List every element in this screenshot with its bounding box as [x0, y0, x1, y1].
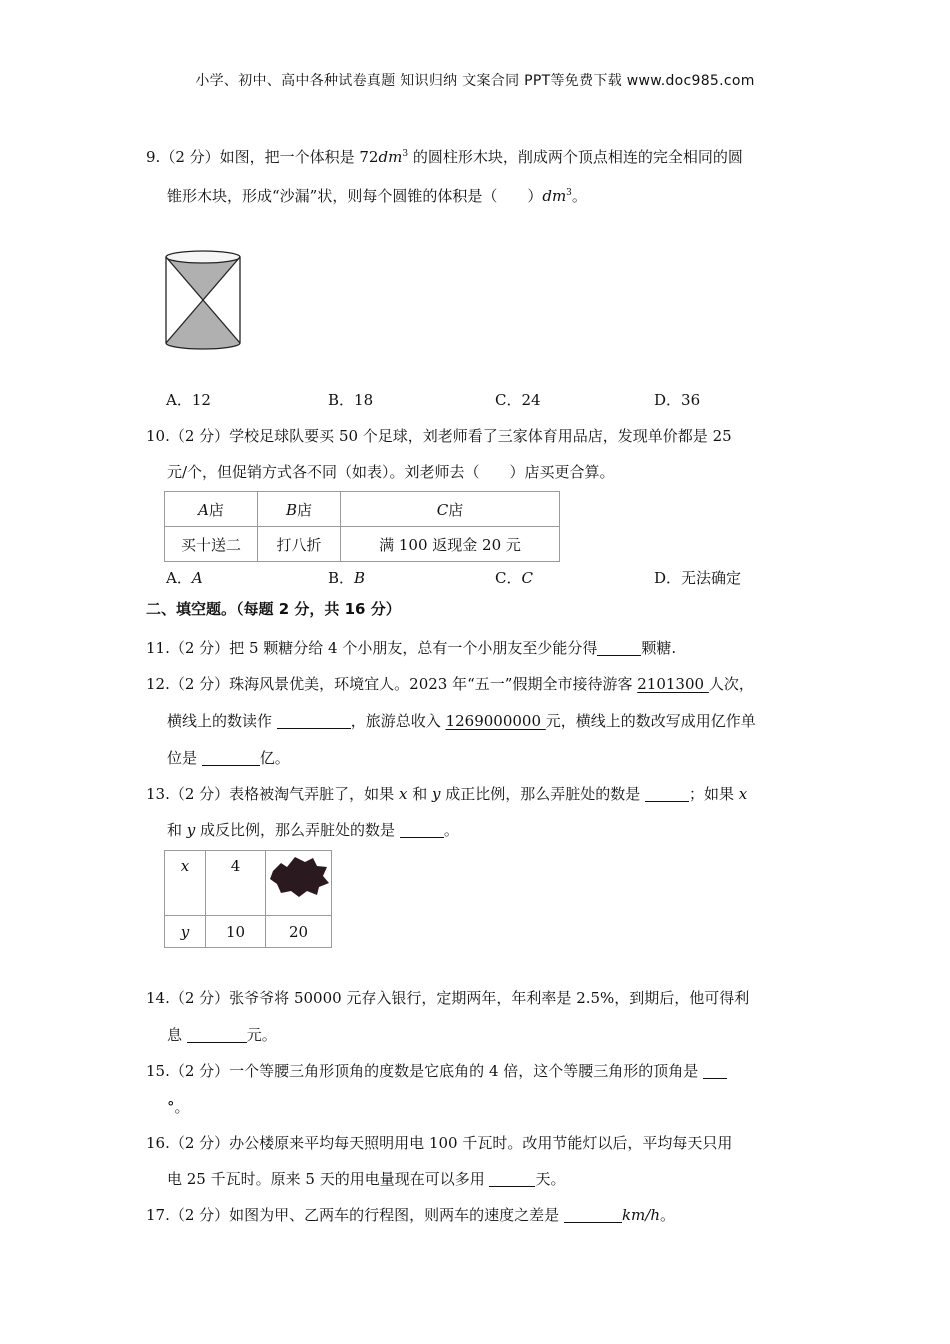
q10-text-a: （2 分）学校足球队要买 50 个足球，刘老师看了三家体育用品店，发现单价都是 25 — [169, 427, 732, 445]
q9-option-d[interactable]: D．36 — [654, 391, 701, 409]
q13-x-value-1: 4 — [206, 851, 266, 916]
q13-number: 13. — [146, 785, 170, 803]
q10-cell-b: 打八折 — [258, 527, 341, 562]
q9-exponent: 3 — [402, 149, 409, 159]
q15-line2: °。 — [167, 1098, 190, 1116]
q16-days-blank[interactable] — [489, 1172, 535, 1187]
q13-smudged-cell — [266, 851, 332, 916]
q10-cell-a: 买十送二 — [165, 527, 258, 562]
q9-text-a: （2 分）如图，把一个体积是 72 — [160, 148, 379, 166]
q17-line: 17.（2 分）如图为甲、乙两车的行程图，则两车的速度之差是 km/h。 — [146, 1206, 675, 1224]
q12-line3: 位是 亿。 — [167, 749, 290, 767]
q13-y-label: y — [165, 916, 206, 948]
q17-speed-blank[interactable] — [564, 1208, 622, 1223]
q10-header-c: C店 — [341, 492, 560, 527]
q9-text-end: 。 — [571, 187, 587, 205]
q13-line2: 和 y 成反比例，那么弄脏处的数是 。 — [167, 821, 459, 839]
ink-smudge-icon — [267, 853, 331, 901]
q12-line1: 12.（2 分）珠海风景优美，环境宜人。2023 年“五一”假期全市接待游客 2101300 人次， — [146, 675, 754, 693]
q13-x-label: x — [165, 851, 206, 916]
q13-xy-table — [164, 850, 332, 948]
hourglass-cylinder-figure — [160, 247, 246, 355]
q9-option-c[interactable]: C．24 — [495, 391, 541, 409]
page-header: 小学、初中、高中各种试卷真题 知识归纳 文案合同 PPT等免费下载 www.doc985.com — [195, 73, 755, 89]
q14-number: 14. — [146, 989, 170, 1007]
q9-exponent-2: 3 — [566, 188, 572, 198]
q9-line1 — [146, 146, 743, 167]
q12-line2: 横线上的数读作 ，旅游总收入 1269000000 元，横线上的数改写成用亿作单 — [167, 712, 756, 730]
q9-line2 — [167, 185, 587, 206]
q16-number: 16. — [146, 1134, 170, 1152]
q10-option-d[interactable]: D．无法确定 — [654, 569, 742, 587]
q11-text-b: 颗糖. — [641, 639, 677, 657]
q13-y-value-1: 10 — [206, 916, 266, 948]
q9-text-b: 的圆柱形木块，削成两个顶点相连的完全相同的圆 — [408, 148, 743, 166]
q10-option-a[interactable]: A．A — [166, 569, 203, 587]
q16-line1: 16.（2 分）办公楼原来平均每天照明用电 100 千瓦时。改用节能灯以后，平均每天只用 — [146, 1134, 733, 1152]
q12-underlined-income: 1269000000 — [445, 712, 546, 730]
q9-option-a[interactable]: A．12 — [166, 391, 211, 409]
q12-yi-blank[interactable] — [202, 751, 260, 766]
q13-y-value-2: 20 — [266, 916, 332, 948]
q15-number: 15. — [146, 1062, 170, 1080]
q9-option-b[interactable]: B．18 — [328, 391, 374, 409]
q10-option-b[interactable]: B．B — [328, 569, 366, 587]
q9-number: 9. — [146, 148, 161, 166]
q12-read-blank[interactable] — [277, 714, 351, 729]
q11-line — [146, 637, 676, 658]
q15-line1: 15.（2 分）一个等腰三角形顶角的度数是它底角的 4 倍，这个等腰三角形的顶角是 — [146, 1060, 727, 1081]
top-ellipse — [166, 251, 240, 263]
q13-line1: 13.（2 分）表格被淘气弄脏了，如果 x 和 y 成正比例，那么弄脏处的数是 ；如果 x — [146, 785, 748, 803]
q10-number: 10. — [146, 427, 170, 445]
q10-option-c[interactable]: C．C — [495, 569, 533, 587]
q10-header-b: B店 — [258, 492, 341, 527]
q14-line1: 14.（2 分）张爷爷将 50000 元存入银行，定期两年，年利率是 2.5%，到期后，他可得利 — [146, 989, 750, 1007]
q10-header-a: A店 — [165, 492, 258, 527]
q15-angle-blank[interactable] — [703, 1064, 727, 1079]
q10-line2: 元/个，但促销方式各不同（如表）。刘老师去（ ）店买更合算。 — [167, 463, 615, 481]
q9-unit: dm — [378, 148, 403, 166]
q13-direct-blank[interactable] — [645, 787, 689, 802]
q13-inverse-blank[interactable] — [400, 823, 444, 838]
q16-line2: 电 25 千瓦时。原来 5 天的用电量现在可以多用 天。 — [167, 1170, 566, 1188]
q12-underlined-number: 2101300 — [637, 675, 709, 693]
q12-number: 12. — [146, 675, 170, 693]
q14-line2: 息 元。 — [167, 1026, 277, 1044]
section-heading: 二、填空题。（每题 2 分，共 16 分） — [146, 600, 401, 618]
bottom-cone — [166, 301, 240, 343]
q10-cell-c: 满 100 返现金 20 元 — [341, 527, 560, 562]
q17-number: 17. — [146, 1206, 170, 1224]
q9-text-c: 锥形木块，形成“沙漏”状，则每个圆锥的体积是（ ） — [167, 187, 543, 205]
bottom-ellipse — [166, 343, 240, 349]
q11-answer-blank[interactable] — [597, 641, 641, 656]
q10-line1 — [146, 425, 732, 446]
q10-promo-table — [164, 491, 560, 562]
q11-text-a: （2 分）把 5 颗糖分给 4 个小朋友，总有一个小朋友至少能分得 — [169, 639, 598, 657]
q11-number: 11. — [146, 639, 170, 657]
q14-interest-blank[interactable] — [187, 1028, 247, 1043]
q9-unit-2: dm — [542, 187, 567, 205]
